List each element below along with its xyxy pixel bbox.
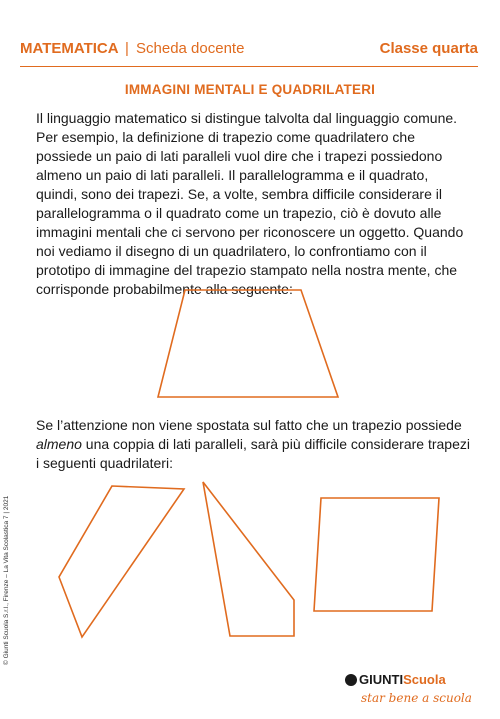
header-separator: | bbox=[125, 40, 129, 57]
logo-tagline: star bene a scuola bbox=[361, 691, 472, 705]
square-figure bbox=[314, 498, 439, 611]
sheet-type-label: Scheda docente bbox=[136, 40, 245, 57]
second-paragraph-end: una coppia di lati paralleli, sarà più difficile considerare trapezi i seguenti quadrilateri: bbox=[36, 436, 470, 471]
second-paragraph-start: Se l’attenzione non viene spostata sul fatto che un trapezio possiede bbox=[36, 417, 462, 433]
logo-brand-accent: Scuola bbox=[403, 672, 446, 687]
logo-mark-icon bbox=[345, 674, 357, 686]
copyright-sidebar: © Giunti Scuola S.r.l., Firenze – La Vita Scolastica 7 | 2021 bbox=[3, 495, 10, 665]
logo-brand-main: GIUNTI bbox=[359, 672, 404, 687]
parallelogram-figure bbox=[59, 486, 184, 637]
subject-label: MATEMATICA bbox=[20, 40, 119, 57]
prototype-trapezoid bbox=[158, 290, 338, 397]
intro-paragraph: Il linguaggio matematico si distingue talvolta dal linguaggio comune. Per esempio, la definizione di trapezio come quadrilatero che possiede un paio di lati paralleli vuol dire che i trapezi possiedono almeno un paio di lati paralleli. Il parallelogramma e il quadrato, quindi, sono dei trapezi. Se, a volte, sembra difficile considerare il parallelogramma o il quadrato come un trapezio, ciò è dovuto alle immagini mentali che ci servono per riconoscere un oggetto. Quando noi vediamo il disegno di un quadrilatero, lo confrontiamo con il prototipo di immagine del trapezio stampato nella nostra mente, che corrisponde probabilmente alla seguente: bbox=[36, 110, 464, 297]
logo-brand bbox=[359, 672, 446, 687]
right-trapezoid bbox=[203, 482, 294, 636]
grade-label: Classe quarta bbox=[379, 40, 478, 57]
second-paragraph bbox=[36, 416, 472, 473]
page-title: IMMAGINI MENTALI E QUADRILATERI bbox=[124, 82, 376, 97]
publisher-logo bbox=[345, 672, 472, 712]
slanted-parallelogram bbox=[59, 486, 184, 637]
emphasis-word: almeno bbox=[36, 436, 82, 452]
